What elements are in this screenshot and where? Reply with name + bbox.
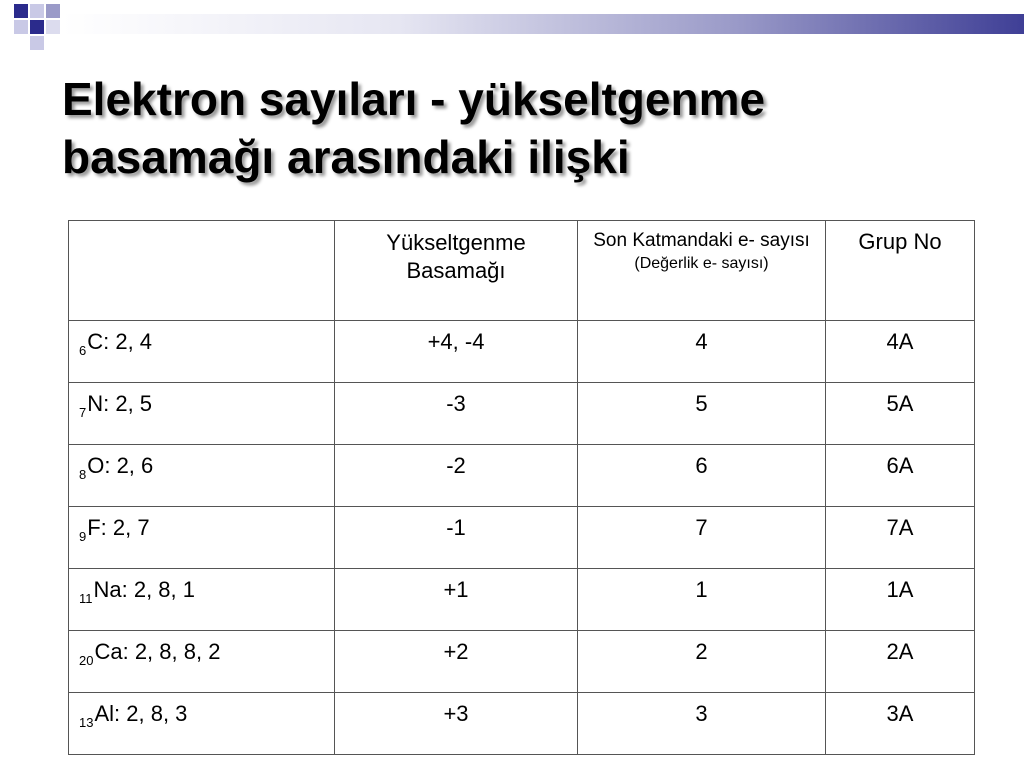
header-group-no: Grup No (826, 221, 975, 321)
element-config-cell (69, 507, 335, 569)
atomic-number: 20 (79, 653, 94, 668)
header-empty (69, 221, 335, 321)
electron-config: Ca: 2, 8, 8, 2 (94, 639, 221, 664)
table-header-row (69, 221, 975, 321)
electron-config: N: 2, 5 (87, 391, 153, 416)
header-oxidation-line2: Basamağı (406, 258, 506, 283)
title-line-2: basamağı arasındaki ilişki (62, 131, 630, 183)
valence-electrons-cell: 7 (578, 507, 826, 569)
oxidation-state-cell: +1 (335, 569, 578, 631)
atomic-number: 9 (79, 529, 87, 544)
atomic-number: 11 (79, 591, 93, 606)
electron-config: F: 2, 7 (87, 515, 150, 540)
valence-electrons-cell: 3 (578, 693, 826, 755)
group-number-cell: 3A (826, 693, 975, 755)
table-body (69, 321, 975, 755)
element-config-cell (69, 383, 335, 445)
electron-config: Al: 2, 8, 3 (94, 701, 188, 726)
valence-electrons-cell: 4 (578, 321, 826, 383)
table-row (69, 693, 975, 755)
group-number-cell: 4A (826, 321, 975, 383)
deco-square (46, 20, 60, 34)
valence-electrons-cell: 1 (578, 569, 826, 631)
title-line-1: Elektron sayıları - yükseltgenme (62, 73, 766, 125)
valence-electrons-cell: 6 (578, 445, 826, 507)
electron-config: C: 2, 4 (87, 329, 153, 354)
table-row (69, 321, 975, 383)
atomic-number: 8 (79, 467, 87, 482)
group-number-cell: 2A (826, 631, 975, 693)
header-valence-main: Son Katmandaki e- sayısı (593, 230, 810, 251)
group-number-cell: 5A (826, 383, 975, 445)
header-gradient-bar (62, 14, 1024, 34)
element-config-cell (69, 631, 335, 693)
deco-square (14, 4, 28, 18)
valence-electrons-cell: 2 (578, 631, 826, 693)
element-config-cell (69, 693, 335, 755)
header-valence-electrons (578, 221, 826, 321)
element-config-cell (69, 569, 335, 631)
deco-square (30, 4, 44, 18)
atomic-number: 13 (79, 715, 94, 730)
table-row (69, 383, 975, 445)
table-row (69, 631, 975, 693)
header-oxidation-state (335, 221, 578, 321)
oxidation-table (68, 220, 975, 755)
deco-square (14, 20, 28, 34)
atomic-number: 7 (79, 405, 87, 420)
header-valence-sub: (Değerlik e- sayısı) (634, 255, 769, 272)
electron-config: O: 2, 6 (87, 453, 154, 478)
oxidation-state-cell: +4, -4 (335, 321, 578, 383)
oxidation-state-cell: +2 (335, 631, 578, 693)
group-number-cell: 7A (826, 507, 975, 569)
deco-square (46, 4, 60, 18)
valence-electrons-cell: 5 (578, 383, 826, 445)
table-row (69, 569, 975, 631)
oxidation-state-cell: +3 (335, 693, 578, 755)
element-config-cell (69, 321, 335, 383)
deco-square (30, 36, 44, 50)
oxidation-state-cell: -2 (335, 445, 578, 507)
slide-title (62, 70, 1002, 186)
atomic-number: 6 (79, 343, 87, 358)
table-row (69, 507, 975, 569)
electron-config: Na: 2, 8, 1 (93, 577, 196, 602)
deco-square (30, 20, 44, 34)
group-number-cell: 6A (826, 445, 975, 507)
element-config-cell (69, 445, 335, 507)
oxidation-state-cell: -3 (335, 383, 578, 445)
group-number-cell: 1A (826, 569, 975, 631)
oxidation-state-cell: -1 (335, 507, 578, 569)
header-oxidation-line1: Yükseltgenme (386, 230, 526, 255)
table-row (69, 445, 975, 507)
